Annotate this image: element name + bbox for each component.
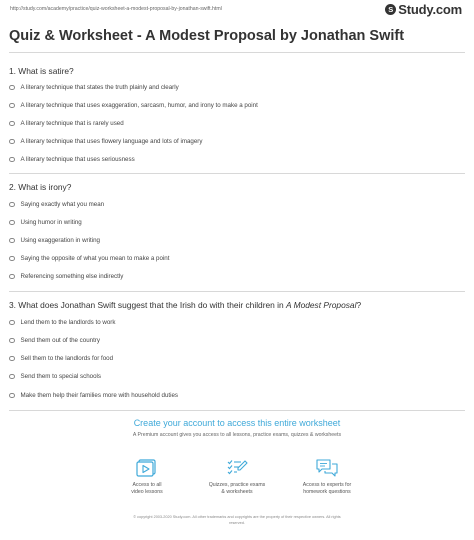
feature-experts: [277, 458, 377, 496]
radio-button[interactable]: [9, 320, 15, 326]
option-label: Referencing something else indirectly: [20, 273, 124, 280]
feature-label: [277, 482, 377, 496]
question-1-option[interactable]: [9, 119, 124, 128]
video-play-icon: [136, 458, 158, 478]
question-2-option[interactable]: [9, 200, 104, 209]
question-3-option[interactable]: [9, 336, 100, 345]
option-label: Send them to special schools: [20, 373, 101, 380]
promo-divider: [9, 410, 465, 411]
question-1-option[interactable]: [9, 137, 202, 146]
question-2-option[interactable]: [9, 236, 100, 245]
radio-button[interactable]: [9, 274, 15, 280]
option-label: A literary technique that uses seriousness: [20, 156, 135, 163]
option-label: A literary technique that uses flowery language and lots of imagery: [20, 138, 203, 145]
page-url[interactable]: http://study.com/academy/practice/quiz-worksheet-a-modest-proposal-by-jonathan-swift.html: [10, 6, 222, 12]
create-account-link[interactable]: Create your account to access this entire worksheet: [133, 418, 341, 428]
feature-label-line: video lessons: [131, 489, 163, 495]
radio-button[interactable]: [9, 338, 15, 344]
radio-button[interactable]: [9, 356, 15, 362]
radio-button[interactable]: [9, 220, 15, 226]
option-label: Send them out of the country: [20, 337, 100, 344]
question-3-title-end: ?: [356, 300, 362, 310]
question-2-title: 2. What is irony?: [9, 182, 72, 192]
feature-label: [187, 482, 287, 496]
study-logo[interactable]: [385, 2, 462, 16]
feature-label: [97, 482, 197, 496]
question-3-option[interactable]: [9, 354, 113, 363]
question-3-option[interactable]: [9, 372, 101, 381]
feature-quizzes: [187, 458, 287, 496]
radio-button[interactable]: [9, 202, 15, 208]
radio-button[interactable]: [9, 103, 15, 109]
copyright-line: reserved.: [229, 521, 245, 525]
option-label: Using humor in writing: [20, 219, 82, 226]
feature-video-lessons: [97, 458, 197, 496]
feature-label-line: Access to experts for: [302, 482, 352, 488]
question-3-title: [9, 300, 361, 310]
copyright-line: © copyright 2003-2020 Study.com. All other trademarks and copyrights are the property of their respective owners. All rights: [133, 515, 341, 519]
copyright-footer: [80, 514, 394, 526]
option-label: Lend them to the landlords to work: [20, 319, 116, 326]
title-divider: [9, 52, 465, 53]
radio-button[interactable]: [9, 157, 15, 163]
work-title: A Modest Proposal: [286, 300, 357, 310]
question-3-title-text: 3. What does Jonathan Swift suggest that the Irish do with their children in: [9, 300, 286, 310]
option-label: Using exaggeration in writing: [20, 237, 100, 244]
question-3-option[interactable]: [9, 318, 115, 327]
question-3-option[interactable]: [9, 391, 178, 400]
question-divider: [9, 291, 465, 292]
radio-button[interactable]: [9, 121, 15, 127]
radio-button[interactable]: [9, 256, 15, 262]
top-bar: [0, 0, 474, 22]
study-logo-icon: S: [385, 4, 396, 15]
page-title: Quiz & Worksheet - A Modest Proposal by Jonathan Swift: [9, 28, 405, 44]
radio-button[interactable]: [9, 238, 15, 244]
feature-label-line: Access to all: [132, 482, 162, 488]
chat-bubbles-icon: [315, 458, 339, 478]
question-1-option[interactable]: [9, 101, 258, 110]
option-label: Make them help their families more with household duties: [20, 392, 179, 399]
feature-label-line: & worksheets: [221, 489, 253, 495]
option-label: A literary technique that is rarely used: [20, 120, 124, 127]
question-1-option[interactable]: [9, 155, 135, 164]
promo-subtitle: A Premium account gives you access to all lessons, practice exams, quizzes & worksheets: [132, 432, 342, 438]
option-label: Saying the opposite of what you mean to make a point: [20, 255, 170, 262]
option-label: A literary technique that uses exaggeration, sarcasm, humor, and irony to make a point: [20, 102, 258, 109]
radio-button[interactable]: [9, 85, 15, 91]
feature-label-line: homework questions: [303, 489, 351, 495]
question-divider: [9, 173, 465, 174]
option-label: A literary technique that states the truth plainly and clearly: [20, 84, 179, 91]
question-2-option[interactable]: [9, 218, 82, 227]
question-2-option[interactable]: [9, 272, 123, 281]
option-label: Sell them to the landlords for food: [20, 355, 114, 362]
radio-button[interactable]: [9, 139, 15, 145]
study-logo-text: Study.com: [398, 1, 462, 17]
option-label: Saying exactly what you mean: [20, 201, 105, 208]
radio-button[interactable]: [9, 393, 15, 399]
quiz-checklist-icon: [226, 458, 248, 478]
feature-label-line: Quizzes, practice exams: [208, 482, 266, 488]
question-2-option[interactable]: [9, 254, 169, 263]
question-1-option[interactable]: [9, 83, 179, 92]
radio-button[interactable]: [9, 374, 15, 380]
question-1-title: 1. What is satire?: [9, 66, 74, 76]
